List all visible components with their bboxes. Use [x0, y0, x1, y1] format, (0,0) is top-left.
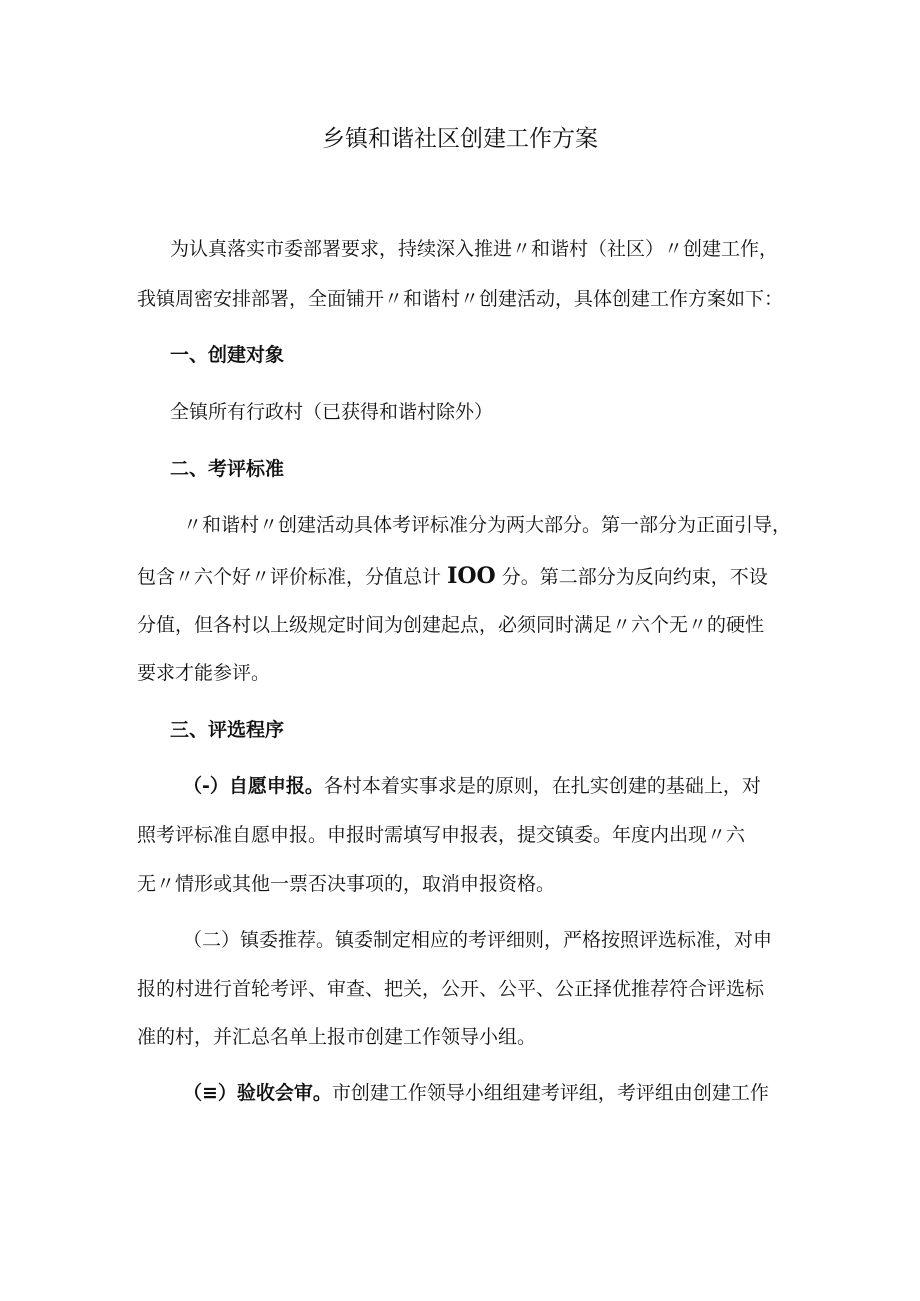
section-2-line-1: 〃和谐村〃创建活动具体考评标准分为两大部分。第一部分为正面引导，: [183, 514, 792, 536]
item-3-line-1: [183, 1078, 808, 1108]
section-1-heading: 一、创建对象: [170, 344, 285, 366]
item-1-line-2: 照考评标准自愿申报。申报时需填写申报表，提交镇委。年度内出现〃六: [137, 824, 746, 846]
section-2-line-3: 分值，但各村以上级规定时间为创建起点，必须同时满足〃六个无〃的硬性: [137, 614, 765, 636]
item-2-line-1: （二）镇委推荐。镇委制定相应的考评细则，严格按照评选标准，对申: [183, 929, 773, 951]
item-1-line-1-text: 各村本着实事求是的原则，在扎实创建的基础上，对: [323, 775, 761, 797]
section-2-line-2: [137, 561, 807, 592]
item-3-lead: （≡）验收会审。: [183, 1082, 332, 1104]
section-2-line-2-end: 分。第二部分为反向约束，不设: [501, 566, 768, 588]
section-2-heading: 二、考评标准: [170, 458, 285, 480]
item-2-line-2: 报的村进行首轮考评、审查、把关，公开、公平、公正择优推荐符合评选标: [137, 978, 765, 1000]
intro-line-1: 为认真落实市委部署要求，持续深入推进〃和谐村（社区）〃创建工作，: [170, 238, 779, 260]
section-1-body: 全镇所有行政村（已获得和谐村除外）: [170, 401, 494, 423]
section-2-line-4: 要求才能参评。: [137, 662, 271, 684]
score-total: IOO: [447, 563, 496, 589]
item-1-line-1: [183, 771, 808, 801]
item-3-line-1-text: 市创建工作领导小组组建考评组，考评组由创建工作: [331, 1082, 769, 1104]
section-2-line-2-start: 包含〃六个好〃评价标准，分值总计: [137, 566, 442, 588]
item-1-line-3: 无〃情形或其他一票否决事项的，取消申报资格。: [137, 873, 556, 895]
section-3-heading: 三、评选程序: [170, 719, 285, 741]
intro-line-2: 我镇周密安排部署，全面铺开〃和谐村〃创建活动，具体创建工作方案如下：: [137, 288, 784, 310]
item-1-lead: （-）自愿申报。: [183, 775, 324, 797]
item-2-line-3: 准的村，并汇总名单上报市创建工作领导小组。: [137, 1026, 537, 1048]
document-title: 乡镇和谐社区创建工作方案: [322, 126, 598, 152]
